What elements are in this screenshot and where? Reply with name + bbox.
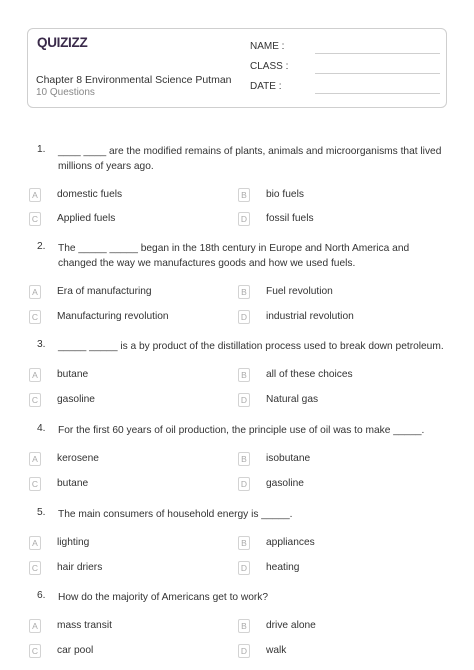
option-text: Fuel revolution [266,286,333,297]
option-text: mass transit [57,620,112,631]
option-text: domestic fuels [57,189,123,200]
option-letter: C [29,393,41,407]
option-text: all of these choices [266,369,353,380]
option-letter: A [29,536,41,550]
option-letter: B [238,536,250,550]
question-text: How do the majority of Americans get to work? [58,592,269,603]
option-letter: C [29,561,41,575]
option-text: isobutane [266,453,311,464]
question-number: 1. [37,144,46,155]
option-letter: D [238,561,250,575]
quizizz-logo: QUIZIZZ [37,35,88,50]
option-text: walk [266,645,287,656]
question-number: 5. [37,507,46,518]
name-line [315,53,440,54]
option-text: kerosene [57,453,99,464]
option-text: butane [57,369,89,380]
option-letter: C [29,310,41,324]
option-letter: B [238,285,250,299]
class-label: CLASS : [250,61,289,72]
option-text: industrial revolution [266,311,354,322]
option-letter: D [238,212,250,226]
option-letter: A [29,285,41,299]
option-text: Era of manufacturing [57,286,152,297]
option-text: butane [57,478,89,489]
option-letter: D [238,477,250,491]
option-text: car pool [57,645,94,656]
option-letter: B [238,452,250,466]
option-text: Applied fuels [57,213,116,224]
option-text: hair driers [57,562,103,573]
question-text: For the first 60 years of oil production, the principle use of oil was to make _____. [58,425,425,436]
option-letter: A [29,619,41,633]
option-letter: D [238,644,250,658]
option-letter: D [238,310,250,324]
option-letter: B [238,368,250,382]
question-text: _____ _____ is a by product of the distillation process used to break down petroleum. [58,341,444,352]
question-number: 3. [37,339,46,350]
option-text: Natural gas [266,394,319,405]
option-text: heating [266,562,300,573]
option-letter: B [238,619,250,633]
option-letter: C [29,644,41,658]
name-label: NAME : [250,41,285,52]
option-text: gasoline [266,478,304,489]
option-text: fossil fuels [266,213,314,224]
option-letter: C [29,212,41,226]
option-letter: B [238,188,250,202]
date-label: DATE : [250,81,282,92]
option-text: appliances [266,537,315,548]
option-text: gasoline [57,394,95,405]
date-field[interactable] [250,81,440,95]
option-letter: D [238,393,250,407]
class-field[interactable] [250,61,440,75]
option-text: lighting [57,537,90,548]
option-letter: A [29,452,41,466]
worksheet-title: Chapter 8 Environmental Science Putman [36,74,232,86]
option-letter: C [29,477,41,491]
question-text: ____ ____ are the modified remains of plants, animals and microorganisms that lived millions of years ago. [58,146,442,172]
name-field[interactable] [250,41,440,55]
question-number: 2. [37,241,46,252]
question-text: The _____ _____ began in the 18th century in Europe and North America and changed the way we manufactures goods and how we used fuels. [58,243,410,269]
question-text: The main consumers of household energy is _____. [58,509,293,520]
class-line [315,73,440,74]
option-text: bio fuels [266,189,304,200]
option-letter: A [29,188,41,202]
date-line [315,93,440,94]
option-letter: A [29,368,41,382]
question-number: 4. [37,423,46,434]
option-text: Manufacturing revolution [57,311,169,322]
question-count: 10 Questions [36,87,95,98]
question-number: 6. [37,590,46,601]
worksheet-header [27,28,447,108]
option-text: drive alone [266,620,316,631]
